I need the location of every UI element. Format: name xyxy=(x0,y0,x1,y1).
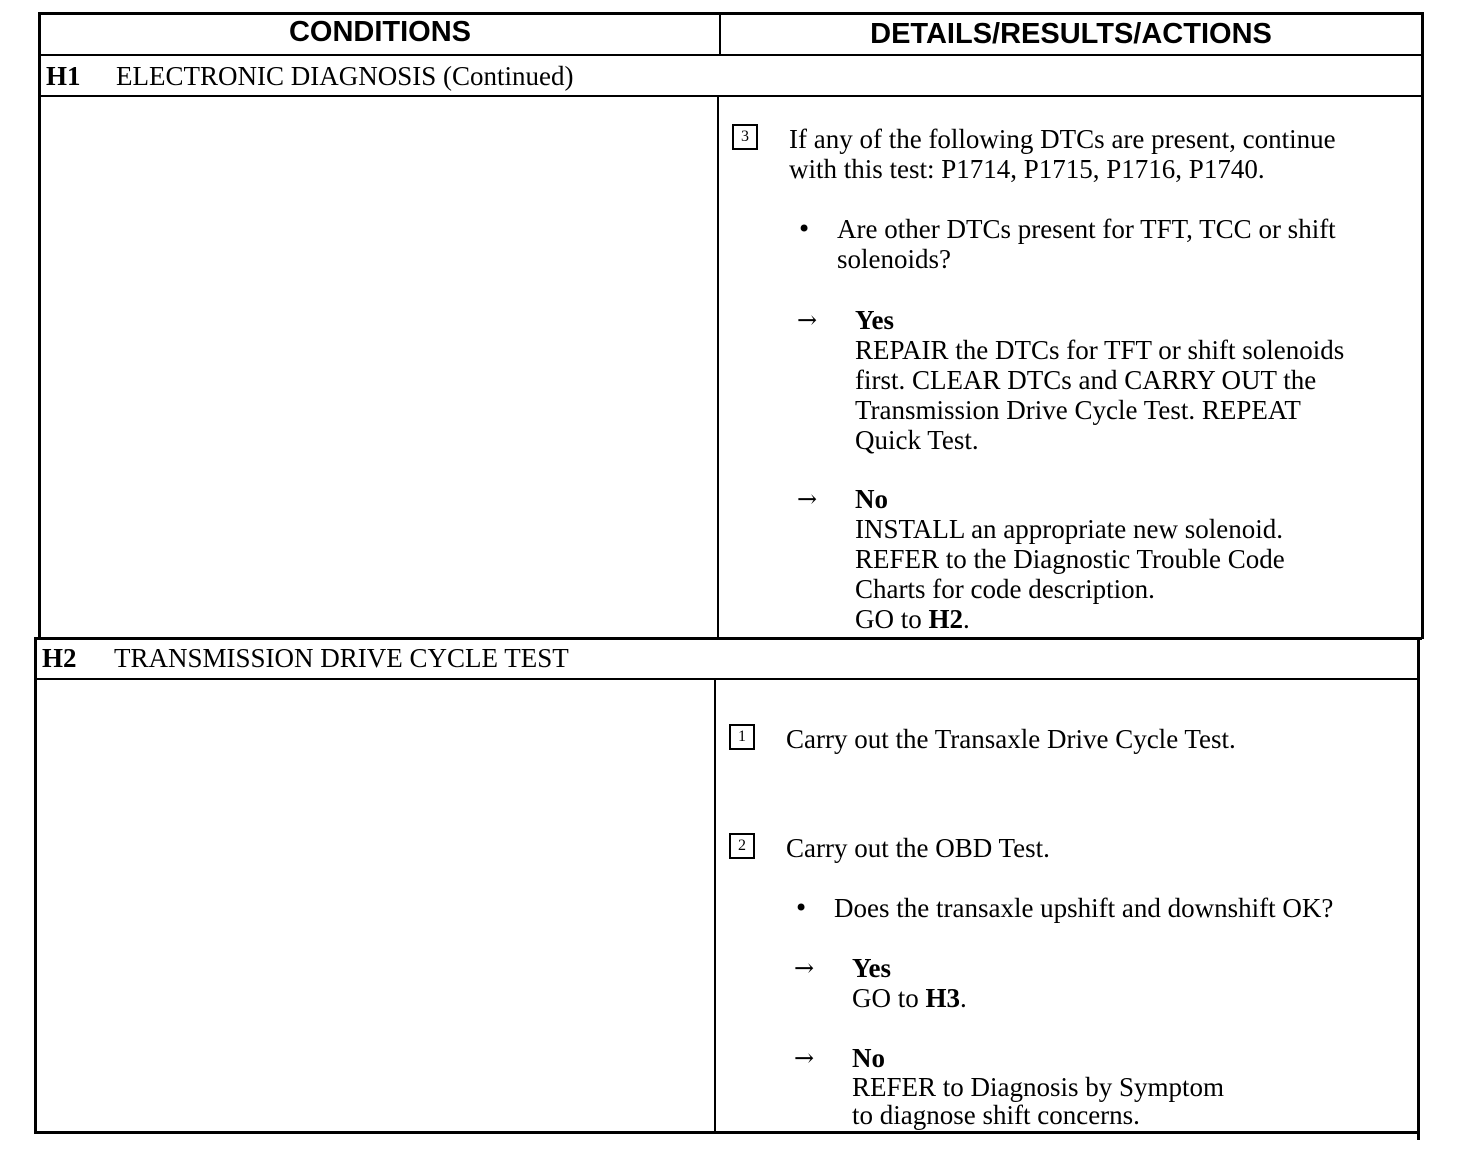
arrow-right-icon: → xyxy=(797,306,818,334)
h2-step-2-question: Does the transaxle upshift and downshift OK? xyxy=(834,893,1334,923)
h1-yes-line-1: REPAIR the DTCs for TFT or shift solenoids xyxy=(855,335,1345,365)
goto-target-h2: H2 xyxy=(928,604,964,634)
h1-step-3-question xyxy=(837,214,1336,274)
h2-result-yes xyxy=(852,953,967,1013)
h1-yes-line-4: Quick Test. xyxy=(855,425,979,455)
h1-section-id: H1 xyxy=(46,61,81,91)
table-border-left-lower xyxy=(34,637,37,1134)
h1-no-line-2: REFER to the Diagnostic Trouble Code xyxy=(855,544,1285,574)
table-border-right xyxy=(1421,12,1424,639)
h2-step-2-number: 2 xyxy=(729,833,755,859)
table-border-right-lower xyxy=(1417,637,1420,1140)
h2-section-name: TRANSMISSION DRIVE CYCLE TEST xyxy=(114,643,569,673)
h1-column-divider xyxy=(717,95,719,639)
h2-no-label: No xyxy=(852,1043,885,1073)
h1-step-3-number: 3 xyxy=(732,124,758,150)
arrow-right-icon: → xyxy=(794,954,815,982)
h1-question-line-2: solenoids? xyxy=(837,244,951,274)
h2-section-id: H2 xyxy=(42,643,77,673)
arrow-right-icon: → xyxy=(794,1044,815,1072)
h2-result-no xyxy=(852,1043,1224,1129)
h1-yes-line-3: Transmission Drive Cycle Test. REPEAT xyxy=(855,395,1301,425)
h2-title-bottom-rule xyxy=(34,678,1420,680)
goto-suffix: . xyxy=(960,983,967,1013)
h1-bottom-rule xyxy=(36,637,1422,640)
h2-section-title xyxy=(42,643,569,673)
header-bottom-rule xyxy=(38,54,1424,56)
h1-yes-label: Yes xyxy=(855,305,894,335)
h1-step-3-line-1: If any of the following DTCs are present, continue xyxy=(789,124,1336,154)
h1-no-line-3: Charts for code description. xyxy=(855,574,1155,604)
h2-yes-goto xyxy=(852,983,967,1013)
h2-no-line-1: REFER to Diagnosis by Symptom xyxy=(852,1072,1225,1102)
table-border-bottom xyxy=(34,1131,1420,1134)
h1-no-label: No xyxy=(855,484,888,514)
arrow-right-icon: → xyxy=(797,485,818,513)
h2-step-2-text: Carry out the OBD Test. xyxy=(786,833,1050,863)
h2-yes-label: Yes xyxy=(852,953,891,983)
goto-suffix: . xyxy=(963,604,970,634)
h2-step-1-number: 1 xyxy=(729,724,755,750)
h2-no-line-2: to diagnose shift concerns. xyxy=(852,1100,1140,1130)
conditions-header: CONDITIONS xyxy=(288,16,472,48)
details-header: DETAILS/RESULTS/ACTIONS xyxy=(870,18,1272,50)
goto-target-h3: H3 xyxy=(925,983,961,1013)
goto-prefix: GO to xyxy=(852,983,926,1013)
h1-section-title xyxy=(46,61,574,91)
h1-section-name: ELECTRONIC DIAGNOSIS (Continued) xyxy=(116,61,574,91)
h1-step-3-text xyxy=(789,124,1336,184)
bullet-icon: • xyxy=(797,215,812,243)
h1-yes-line-2: first. CLEAR DTCs and CARRY OUT the xyxy=(855,365,1317,395)
h1-no-line-1: INSTALL an appropriate new solenoid. xyxy=(855,514,1283,544)
table-border-left xyxy=(38,12,41,639)
goto-prefix: GO to xyxy=(855,604,929,634)
h1-question-line-1: Are other DTCs present for TFT, TCC or shift xyxy=(837,214,1336,244)
h1-result-no xyxy=(855,484,1285,634)
h1-no-goto xyxy=(855,604,1285,634)
h1-title-bottom-rule xyxy=(38,95,1424,97)
h1-step-3-line-2: with this test: P1714, P1715, P1716, P1740. xyxy=(789,154,1265,184)
h1-result-yes xyxy=(855,305,1344,455)
h2-column-divider xyxy=(714,678,716,1134)
table-border-top xyxy=(38,12,1424,15)
h2-step-1-text: Carry out the Transaxle Drive Cycle Test. xyxy=(786,724,1236,754)
bullet-icon: • xyxy=(794,894,809,922)
